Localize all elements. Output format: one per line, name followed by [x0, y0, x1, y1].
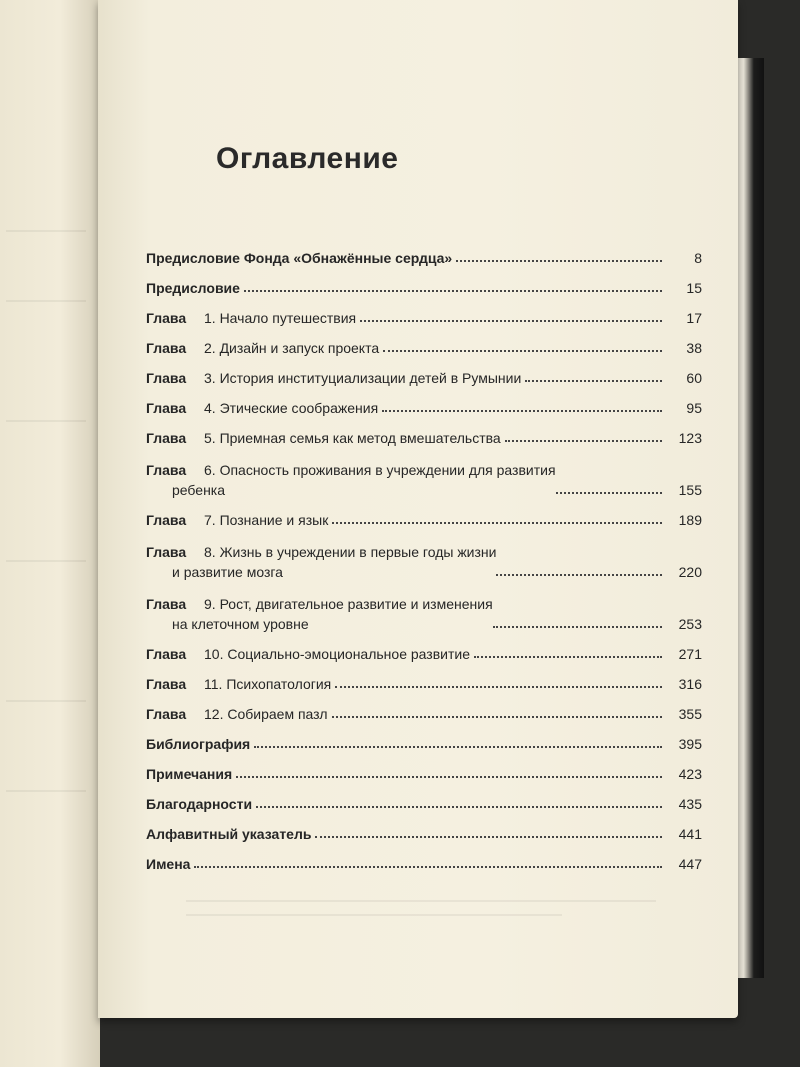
bleed-through-footnote	[186, 900, 656, 940]
toc-entry: Глава 2. Дизайн и запуск проекта 38	[146, 340, 702, 356]
toc-page	[98, 0, 738, 1018]
toc-list	[146, 236, 702, 872]
bleed-through	[6, 230, 86, 232]
toc-entry: Глава 8. Жизнь в учреждении в первые годы жизни и развитие мозга 220	[146, 544, 702, 580]
bleed-through	[6, 790, 86, 792]
toc-entry: Благодарности 435	[146, 796, 702, 812]
bleed-through	[6, 300, 86, 302]
toc-entry: Глава 12. Собираем пазл 355	[146, 706, 702, 722]
bleed-through	[6, 700, 86, 702]
toc-entry: Глава 4. Этические соображения 95	[146, 400, 702, 416]
toc-entry: Имена 447	[146, 856, 702, 872]
bleed-through	[6, 420, 86, 422]
toc-entry: Глава 9. Рост, двигательное развитие и изменения на клеточном уровне 253	[146, 596, 702, 632]
toc-entry: Библиография 395	[146, 736, 702, 752]
toc-entry: Примечания 423	[146, 766, 702, 782]
toc-entry: Глава 6. Опасность проживания в учреждении для развития ребенка 155	[146, 462, 702, 498]
toc-entry: Глава 11. Психопатология 316	[146, 676, 702, 692]
toc-entry: Предисловие Фонда «Обнажённые сердца» 8	[146, 250, 702, 266]
page-title: Оглавление	[216, 142, 399, 175]
toc-entry: Предисловие 15	[146, 280, 702, 296]
left-page	[0, 0, 100, 1067]
toc-entry: Глава 5. Приемная семья как метод вмешательства 123	[146, 430, 702, 446]
toc-entry: Глава 1. Начало путешествия 17	[146, 310, 702, 326]
toc-entry: Глава 3. История институциализации детей в Румынии 60	[146, 370, 702, 386]
toc-entry: Алфавитный указатель 441	[146, 826, 702, 842]
bleed-through	[6, 560, 86, 562]
toc-entry: Глава 10. Социально-эмоциональное развитие 271	[146, 646, 702, 662]
toc-entry: Глава 7. Познание и язык 189	[146, 512, 702, 528]
